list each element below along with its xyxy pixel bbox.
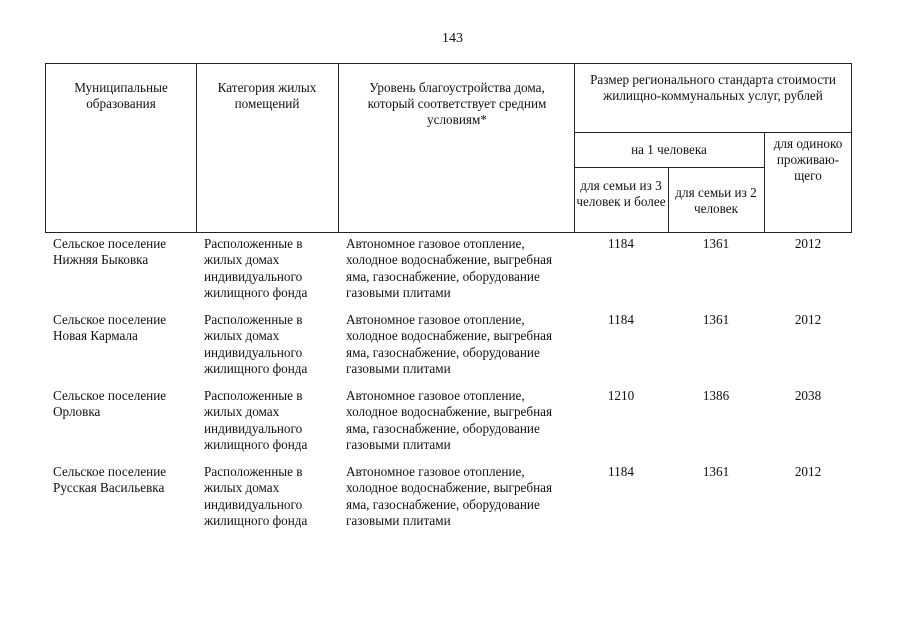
col-border-right bbox=[851, 63, 852, 233]
col-border-2 bbox=[338, 63, 339, 233]
single-value: 2012 bbox=[794, 236, 822, 251]
header-level: Уровень благоустройства дома, который соответствует средним условиям* bbox=[367, 80, 547, 127]
level-cell: Автономное газовое отопление, холодное водоснабжение, выгребная яма, газоснабжение, оборудование газовыми плитами bbox=[346, 388, 553, 453]
family-2-value: 1361 bbox=[702, 312, 730, 327]
subgroup-divider bbox=[574, 167, 764, 168]
level-cell: Автономное газовое отопление, холодное водоснабжение, выгребная яма, газоснабжение, оборудование газовыми плитами bbox=[346, 312, 553, 377]
header-group: Размер регионального стандарта стоимости жилищно-коммунальных услуг, рублей bbox=[590, 72, 836, 103]
level-cell: Автономное газовое отопление, холодное водоснабжение, выгребная яма, газоснабжение, оборудование газовыми плитами bbox=[346, 464, 553, 529]
col-border-1 bbox=[196, 63, 197, 233]
page-number: 143 bbox=[442, 31, 463, 46]
col-border-3 bbox=[574, 63, 575, 233]
category-cell: Расположенные в жилых домах индивидуального жилищного фонда bbox=[204, 312, 308, 377]
header-single: для одиноко проживаю-щего bbox=[773, 136, 843, 183]
family-3-value: 1184 bbox=[608, 312, 634, 327]
header-family-3: для семьи из 3 человек и более bbox=[576, 178, 666, 209]
header-family-2: для семьи из 2 человек bbox=[675, 185, 757, 216]
level-cell: Автономное газовое отопление, холодное водоснабжение, выгребная яма, газоснабжение, оборудование газовыми плитами bbox=[346, 236, 553, 301]
municipality-cell: Сельское поселение Орловка bbox=[53, 388, 167, 420]
municipality-cell: Сельское поселение Новая Кармала bbox=[53, 312, 167, 344]
header-top-border bbox=[45, 63, 852, 64]
header-bottom-border bbox=[45, 232, 852, 233]
category-cell: Расположенные в жилых домах индивидуального жилищного фонда bbox=[204, 388, 308, 453]
family-3-value: 1210 bbox=[607, 388, 635, 403]
family-2-value: 1386 bbox=[702, 388, 730, 403]
single-value: 2038 bbox=[794, 388, 822, 403]
category-cell: Расположенные в жилых домах индивидуального жилищного фонда bbox=[204, 236, 308, 301]
municipality-cell: Сельское поселение Нижняя Быковка bbox=[53, 236, 167, 268]
family-2-value: 1361 bbox=[702, 236, 730, 251]
category-cell: Расположенные в жилых домах индивидуального жилищного фонда bbox=[204, 464, 308, 529]
header-municipality: Муниципальные образования bbox=[74, 80, 168, 111]
header-subgroup: на 1 человека bbox=[631, 142, 707, 157]
single-value: 2012 bbox=[794, 312, 822, 327]
col-border-left bbox=[45, 63, 46, 233]
single-value: 2012 bbox=[794, 464, 822, 479]
group-divider bbox=[574, 132, 852, 133]
family-3-value: 1184 bbox=[608, 236, 634, 251]
header-category: Категория жилых помещений bbox=[217, 80, 317, 111]
municipality-cell: Сельское поселение Русская Васильевка bbox=[53, 464, 167, 496]
col-border-4 bbox=[668, 167, 669, 233]
family-2-value: 1361 bbox=[702, 464, 730, 479]
family-3-value: 1184 bbox=[608, 464, 634, 479]
col-border-5 bbox=[764, 132, 765, 233]
